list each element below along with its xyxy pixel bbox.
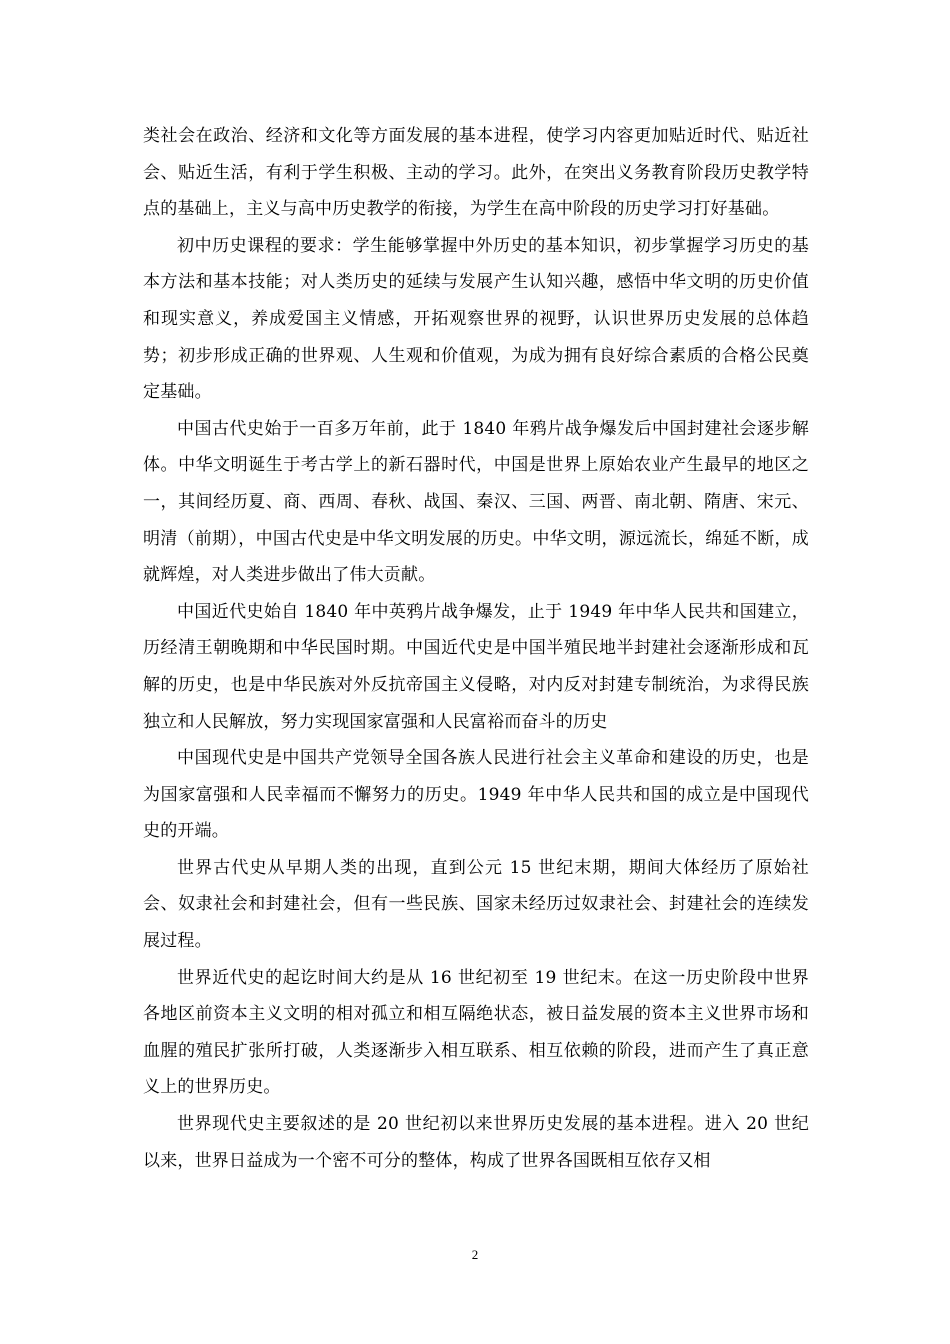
paragraph-ancient-china: 中国古代史始于一百多万年前，此于 1840 年鸦片战争爆发后中国封建社会逐步解体。中华文明诞生于考古学上的新石器时代，中国是世界上原始农业产生最早的地区之一，其间经历夏、商、西周、春秋、战国、秦汉、三国、两晋、南北朝、隋唐、宋元、明清（前期），中国古代史是中华文明发展的历史。中华文明，源远流长，绵延不断，成就辉煌，对人类进步做出了伟大贡献。 [143,418,809,586]
paragraph-modern-world: 世界近代史的起讫时间大约是从 16 世纪初至 19 世纪末。在这一历史阶段中世界各地区前资本主义文明的相对孤立和相互隔绝状态，被日益发展的资本主义世界市场和血腥的殖民扩张所打破，人类逐渐步入相互联系、相互依赖的阶段，进而产生了真正意义上的世界历史。 [143,967,809,1098]
paragraph-continued: 类社会在政治、经济和文化等方面发展的基本进程，使学习内容更加贴近时代、贴近社会、贴近生活，有利于学生积极、主动的学习。此外，在突出义务教育阶段历史教学特点的基础上，主义与高中历史教学的衔接，为学生在高中阶段的历史学习打好基础。 [143,126,809,220]
paragraph-contemporary-china: 中国现代史是中国共产党领导全国各族人民进行社会主义革命和建设的历史，也是为国家富强和人民幸福而不懈努力的历史。1949 年中华人民共和国的成立是中国现代史的开端。 [143,748,809,842]
page-number: 2 [471,1247,479,1262]
paragraph-contemporary-world: 世界现代史主要叙述的是 20 世纪初以来世界历史发展的基本进程。进入 20 世纪以来，世界日益成为一个密不可分的整体，构成了世界各国既相互依存又相 [143,1114,809,1171]
paragraph-modern-china: 中国近代史始自 1840 年中英鸦片战争爆发，止于 1949 年中华人民共和国建立，历经清王朝晚期和中华民国时期。中国近代史是中国半殖民地半封建社会逐渐形成和瓦解的历史，也是中华民族对外反抗帝国主义侵略，对内反对封建专制统治，为求得民族独立和人民解放，努力实现国家富强和人民富裕而奋斗的历史 [143,601,809,732]
paragraph-course-requirements: 初中历史课程的要求：学生能够掌握中外历史的基本知识，初步掌握学习历史的基本方法和基本技能；对人类历史的延续与发展产生认知兴趣，感悟中华文明的历史价值和现实意义，养成爱国主义情感，开拓观察世界的视野，认识世界历史发展的总体趋势；初步形成正确的世界观、人生观和价值观，为成为拥有良好综合素质的合格公民奠定基础。 [143,235,809,403]
paragraph-ancient-world: 世界古代史从早期人类的出现，直到公元 15 世纪末期，期间大体经历了原始社会、奴隶社会和封建社会，但有一些民族、国家未经历过奴隶社会、封建社会的连续发展过程。 [143,857,809,952]
body-text [143,118,809,1179]
